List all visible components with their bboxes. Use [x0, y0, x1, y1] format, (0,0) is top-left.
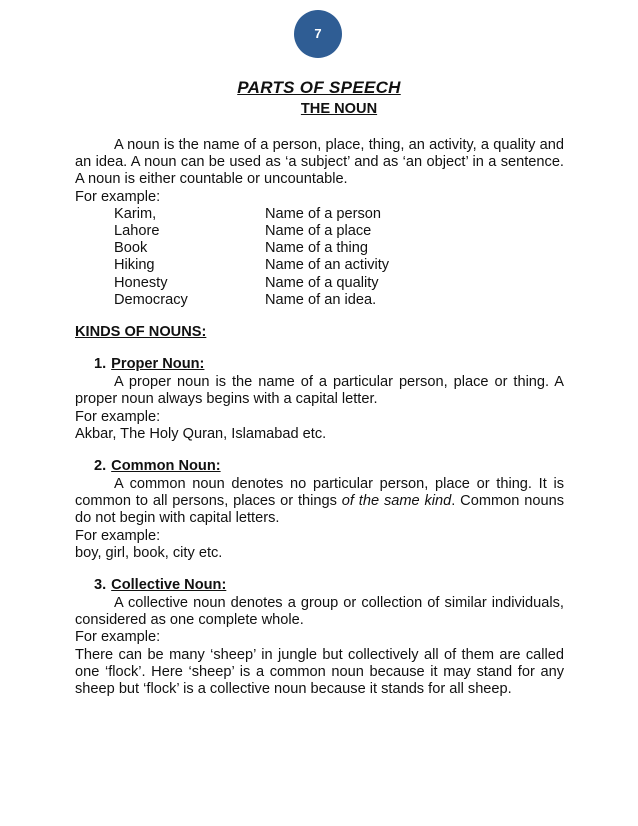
paragraph-italic-text: of the same kind — [341, 493, 452, 510]
section-number: 2. — [94, 457, 107, 474]
page-subtitle: THE NOUN — [300, 101, 378, 117]
example-row — [75, 257, 564, 274]
example-row — [75, 206, 564, 223]
section-number: 3. — [94, 576, 107, 593]
section-name: Common Noun: — [111, 457, 221, 474]
paragraph-text: . Common nouns do not begin with capital letters. — [75, 493, 564, 527]
section-example: boy, girl, book, city etc. — [75, 544, 223, 561]
section-paragraph: A proper noun is the name of a particular person, place or thing. A proper noun always begins with a capital letter. — [75, 374, 564, 408]
intro-paragraph: A noun is the name of a person, place, thing, an activity, a quality and an idea. A noun can be used as ‘a subject’ and as ‘an object’ in a sentence. A noun is either countable or uncountable. — [75, 137, 564, 188]
section-heading-common-noun — [75, 458, 564, 476]
page-number-badge: 7 — [294, 10, 342, 58]
example-row — [75, 223, 564, 240]
example-word: Democracy — [114, 291, 188, 308]
example-description: Name of a thing — [265, 240, 369, 257]
section-heading-collective-noun — [75, 577, 564, 595]
example-row — [75, 240, 564, 257]
page-title: PARTS OF SPEECH — [237, 78, 401, 97]
example-word: Hiking — [114, 257, 155, 274]
section-for-example-label: For example: — [75, 408, 161, 425]
section-for-example-label: For example: — [75, 527, 161, 544]
example-word: Karim, — [114, 205, 157, 222]
kinds-of-nouns-heading: KINDS OF NOUNS: — [75, 323, 207, 340]
example-description: Name of a place — [265, 223, 372, 239]
example-word: Book — [114, 240, 148, 257]
example-word: Lahore — [114, 223, 160, 239]
intro-for-example-label: For example: — [75, 188, 161, 205]
section-heading-proper-noun — [75, 356, 564, 374]
paragraph-text: A common noun denotes no particular person, place or thing. It is common to all persons, places or things — [75, 475, 564, 510]
example-description: Name of an idea. — [265, 291, 377, 308]
document-body — [75, 137, 564, 698]
section-name: Collective Noun: — [111, 576, 227, 593]
section-paragraph: A collective noun denotes a group or collection of similar individuals, considered as one complete whole. — [75, 594, 564, 629]
section-example: There can be many ‘sheep’ in jungle but collectively all of them are called one ‘flock’. Here ‘sheep’ is a common noun because it may stand for any sheep but ‘flock’ is a collective noun because it stands for all sheep. — [75, 646, 564, 697]
section-example: Akbar, The Holy Quran, Islamabad etc. — [75, 425, 327, 442]
example-description: Name of an activity — [265, 257, 390, 274]
section-for-example-label: For example: — [75, 629, 161, 646]
example-row — [75, 275, 564, 292]
example-row — [75, 292, 564, 309]
section-number: 1. — [94, 356, 107, 373]
example-word: Honesty — [114, 274, 168, 291]
example-description: Name of a quality — [265, 274, 379, 291]
section-paragraph — [75, 476, 564, 528]
example-description: Name of a person — [265, 205, 382, 222]
section-name: Proper Noun: — [111, 356, 205, 373]
noun-examples-list — [75, 206, 564, 309]
